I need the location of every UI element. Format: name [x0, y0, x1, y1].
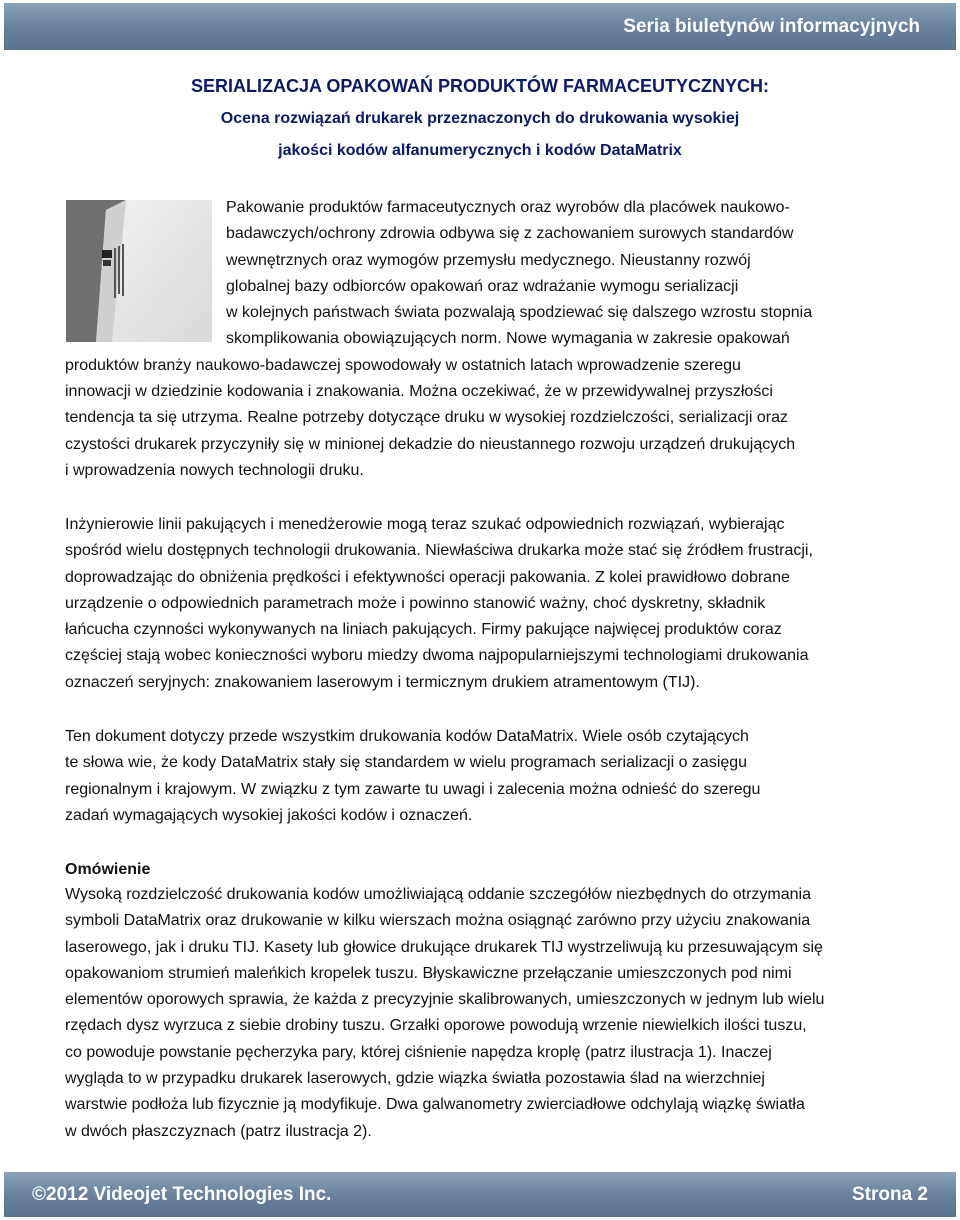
intro-line: wewnętrznych oraz wymogów przemysłu medycznego. Nieustanny rozwój [226, 251, 751, 269]
paragraph-line: zadań wymagających wysokiej jakości kodów i oznaczeń. [65, 806, 473, 824]
paragraph-2 [65, 512, 813, 696]
intro-line: globalnej bazy odbiorców opakowań oraz wdrażanie wymogu serializacji [226, 277, 739, 295]
overview-paragraph [65, 882, 824, 1145]
paragraph-line: oznaczeń seryjnych: znakowaniem laserowym i termicznym drukiem atramentowym (TIJ). [65, 673, 700, 691]
intro-line: Pakowanie produktów farmaceutycznych oraz wyrobów dla placówek naukowo- [226, 199, 790, 216]
intro-line: czystości drukarek przyczyniły się w minionej dekadzie do nieustannego rozwoju urządzeń drukujących [65, 435, 796, 453]
subtitle-line-2: jakości kodów alfanumerycznych i kodów DataMatrix [278, 142, 682, 159]
paragraph-line: urządzenie o odpowiednich parametrach może i powinno stanowić ważny, choć dyskretny, składnik [65, 594, 766, 612]
document-subtitle [0, 103, 960, 167]
paragraph-line: elementów oporowych sprawia, że każda z precyzyjnie skalibrowanych, umieszczonych w jednym lub wielu [65, 991, 825, 1009]
document-title: SERIALIZACJA OPAKOWAŃ PRODUKTÓW FARMACEUTYCZNYCH: [191, 76, 769, 96]
paragraph-line: Ten dokument dotyczy przede wszystkim drukowania kodów DataMatrix. Wiele osób czytających [65, 728, 749, 745]
paragraph-line: co powoduje powstanie pęcherzyka pary, której ciśnienie napędza kroplę (patrz ilustracja 1). Inaczej [65, 1043, 772, 1061]
page-number: Strona 2 [851, 1184, 928, 1205]
intro-line: i wprowadzenia nowych technologii druku. [65, 461, 364, 479]
paragraph-line: rzędach dysz wyrzuca z siebie drobiny tuszu. Grzałki oporowe powodują wrzenie niewielkich ilości tuszu, [65, 1017, 807, 1035]
section-heading-overview: Omówienie [65, 861, 151, 878]
paragraph-line: opakowaniom strumień maleńkich kropelek tuszu. Błyskawiczne przełączanie umieszczonych pod nimi [65, 964, 792, 982]
paragraph-line: laserowego, jak i druku TIJ. Kasety lub głowice drukujące drukarek TIJ wystrzeliwują ku przesuwającym się [65, 938, 823, 956]
paragraph-line: regionalnym i krajowym. W związku z tym zawarte tu uwagi i zalecenia można odnieść do szeregu [65, 780, 761, 798]
paragraph-line: symboli DataMatrix oraz drukowanie w kilku wierszach można osiągnąć zarówno przy użyciu znakowania [65, 912, 811, 930]
paragraph-line: Wysoką rozdzielczość drukowania kodów umożliwiającą oddanie szczegółów niezbędnych do otrzymania [65, 886, 812, 903]
paragraph-line: częściej stają wobec konieczności wyboru miedzy dwoma najpopularniejszymi technologiami drukowania [65, 647, 809, 665]
series-title: Seria biuletynów informacyjnych [623, 16, 920, 37]
paragraph-line: doprowadzając do obniżenia prędkości i efektywności operacji pakowania. Z kolei prawidłowo dobrane [65, 568, 790, 586]
intro-line: tendencja ta się utrzyma. Realne potrzeby dotyczące druku w wysokiej rozdzielczości, serializacji oraz [65, 409, 788, 427]
header-bar [4, 3, 956, 50]
paragraph-3 [65, 724, 760, 829]
paragraph-line: łańcucha czynności wykonywanych na liniach pakujących. Firmy pakujące najwięcej produktów coraz [65, 621, 782, 639]
paragraph-line: te słowa wie, że kody DataMatrix stały się standardem w wielu programach serializacji o zasięgu [65, 754, 748, 772]
paragraph-line: spośród wielu dostępnych technologii drukowania. Niewłaściwa drukarka może stać się źródłem frustracji, [65, 542, 813, 560]
intro-line: innowacji w dziedzinie kodowania i znakowania. Można oczekiwać, że w przewidywalnej przyszłości [65, 383, 773, 401]
intro-line: produktów branży naukowo-badawczej spowodowały w ostatnich latach wprowadzenie szeregu [65, 356, 741, 374]
paragraph-line: warstwie podłoża lub fizycznie ją modyfikuje. Dwa galwanometry zwierciadłowe odchylają wiązkę światła [65, 1096, 805, 1114]
paragraph-line: w dwóch płaszczyznach (patrz ilustracja 2). [65, 1122, 372, 1140]
paragraph-line: wygląda to w przypadku drukarek laserowych, gdzie wiązka światła pozostawia ślad na wierzchniej [65, 1070, 765, 1088]
paragraph-line: Inżynierowie linii pakujących i menedżerowie mogą teraz szukać odpowiednich rozwiązań, wybierając [65, 516, 785, 533]
intro-paragraph [65, 195, 915, 484]
intro-line: w kolejnych państwach świata pozwalają spodziewać się dalszego wzrostu stopnia [226, 304, 813, 322]
subtitle-line-1: Ocena rozwiązań drukarek przeznaczonych do drukowania wysokiej [220, 110, 740, 127]
footer-copyright: ©2012 Videojet Technologies Inc. [32, 1184, 332, 1205]
footer-bar [4, 1172, 956, 1217]
intro-line: badawczych/ochrony zdrowia odbywa się z zachowaniem surowych standardów [226, 225, 794, 243]
title-block [0, 74, 960, 167]
intro-line: skomplikowania obowiązujących norm. Nowe wymagania w zakresie opakowań [226, 330, 790, 348]
